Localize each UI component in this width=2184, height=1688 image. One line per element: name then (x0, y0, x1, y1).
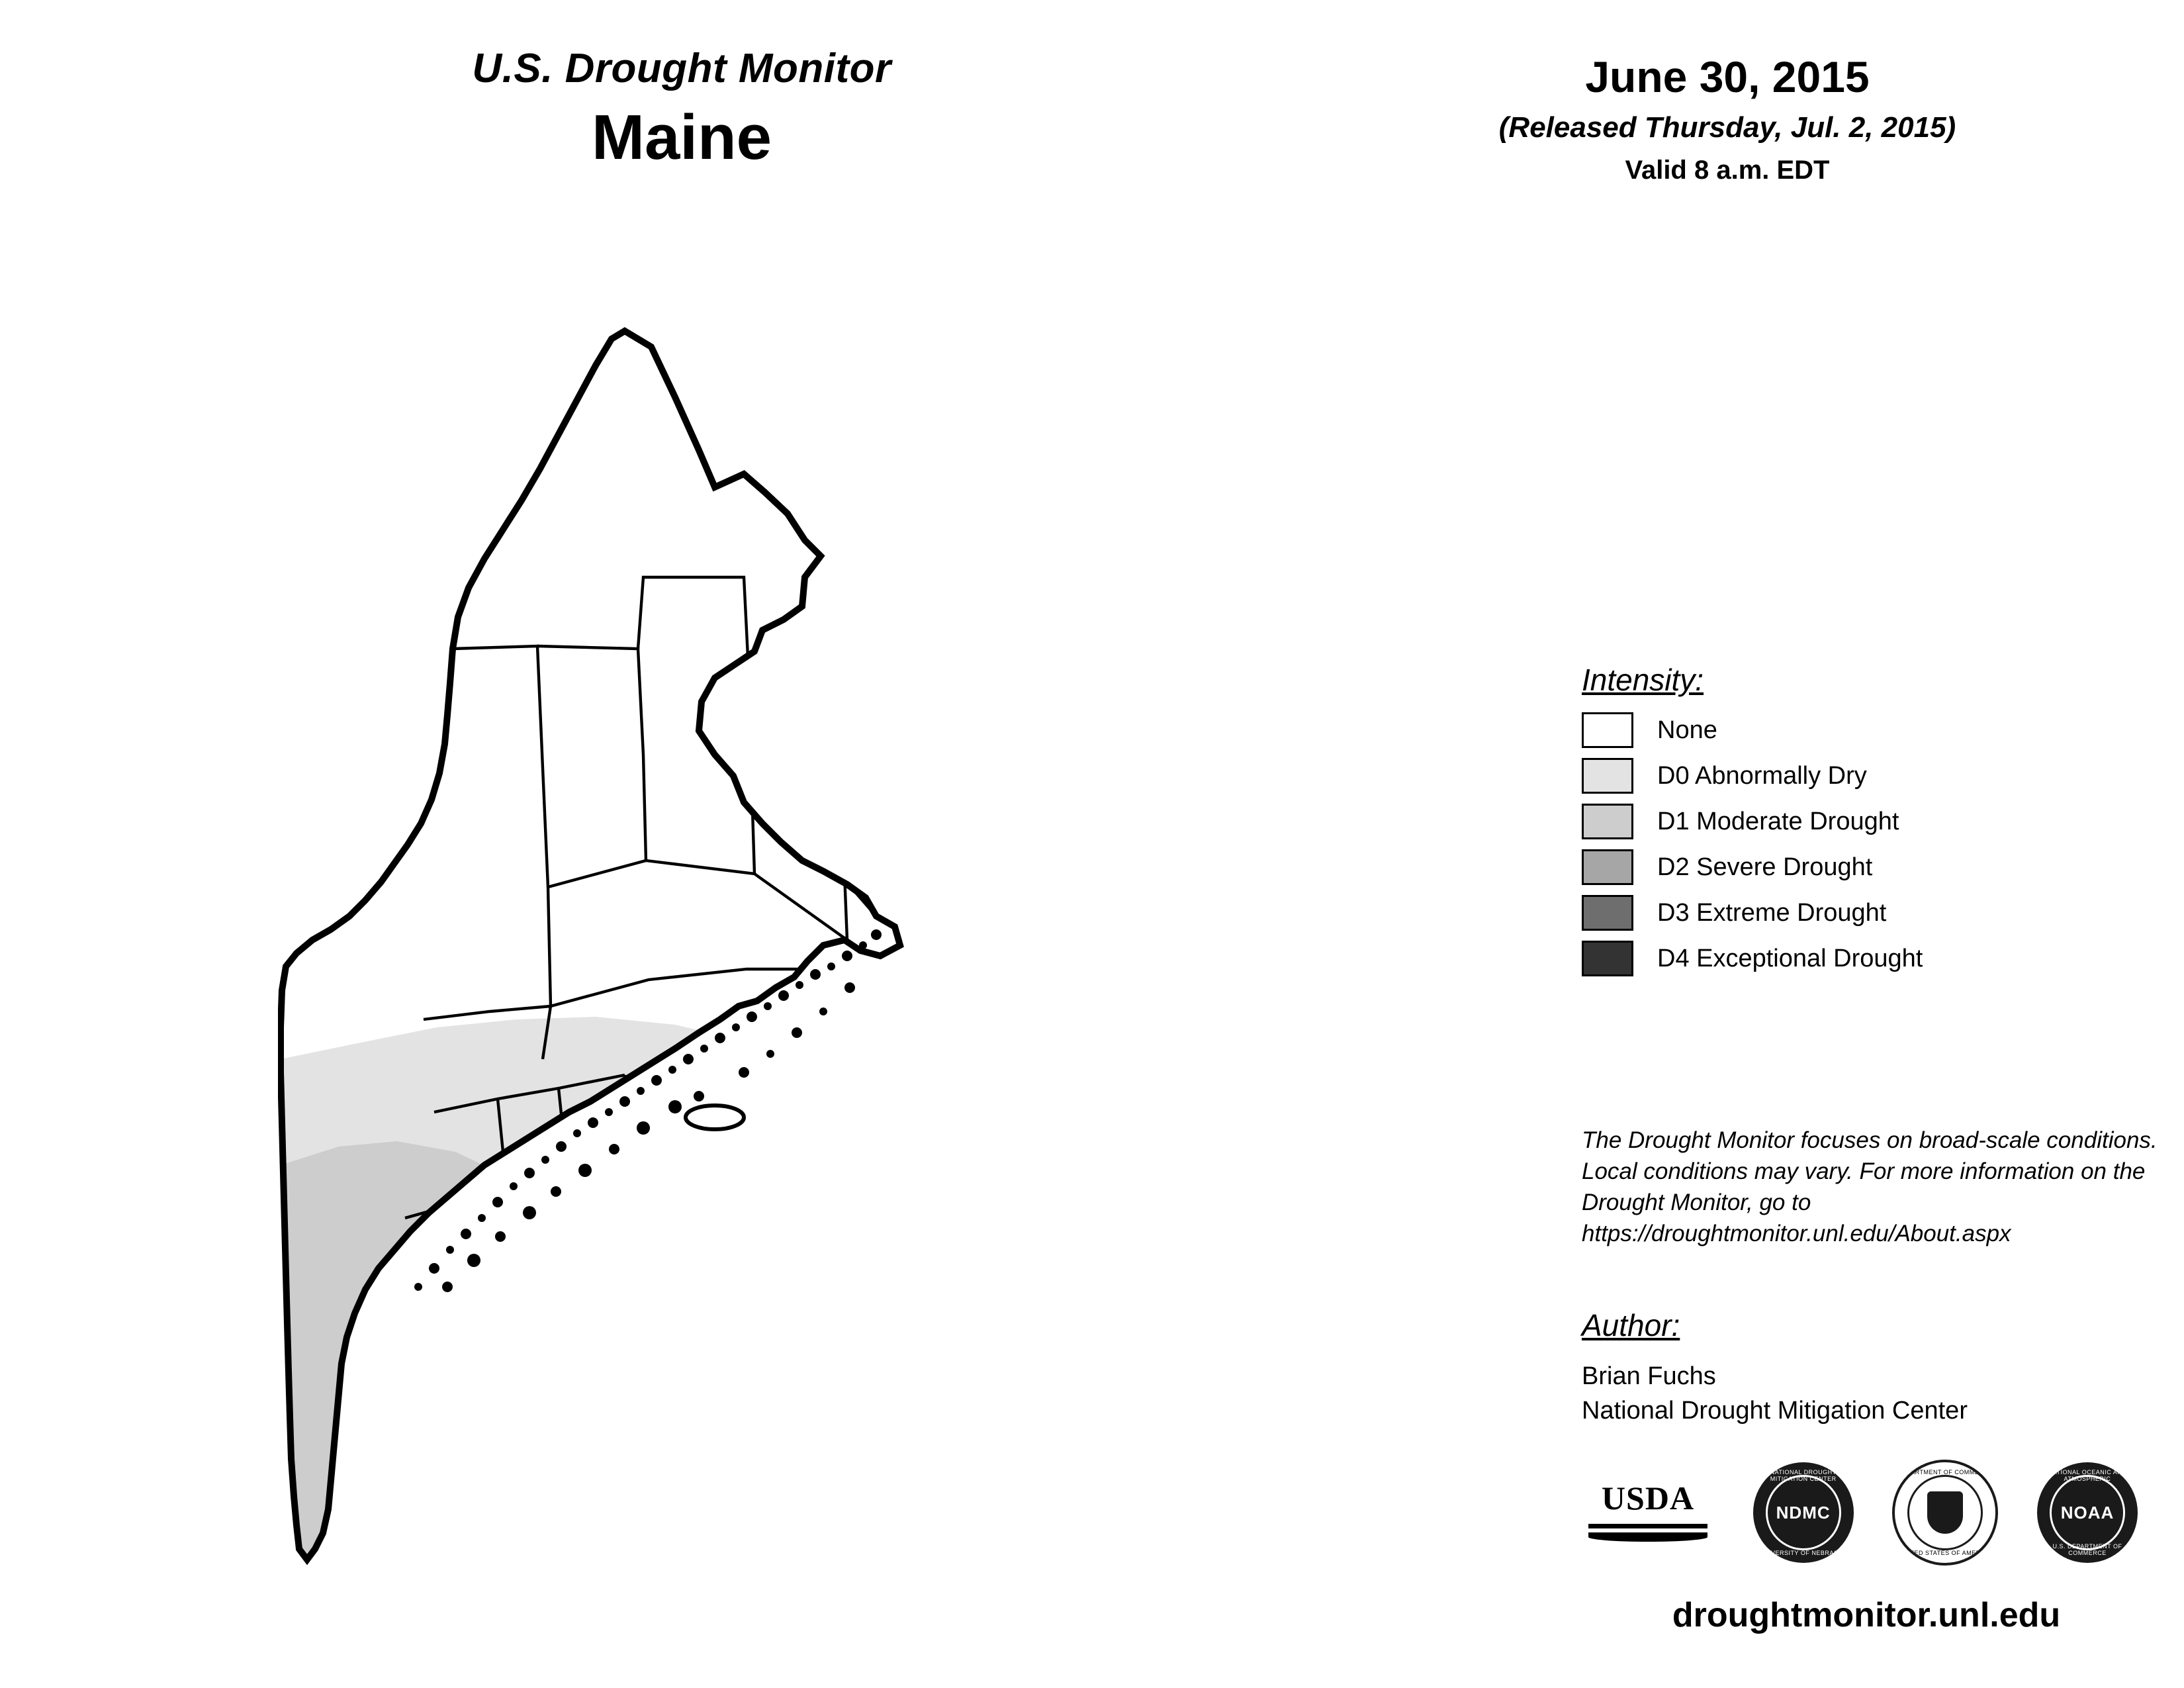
valid-date: June 30, 2015 (1585, 52, 1870, 101)
page-title: U.S. Drought Monitor (472, 46, 891, 91)
noaa-logo (2037, 1462, 2138, 1563)
title-block (285, 46, 1079, 175)
legend-label-d4: D4 Exceptional Drought (1657, 944, 1923, 972)
release-date: (Released Thursday, Jul. 2, 2015) (1498, 111, 1956, 144)
doc-seal-inner (1907, 1475, 1983, 1550)
doc-seal-logo (1892, 1460, 1998, 1566)
legend-swatch-d3 (1582, 895, 1633, 931)
ndmc-ring-top-text: NATIONAL DROUGHT MITIGATION CENTER (1770, 1469, 1837, 1482)
legend-swatch-d4 (1582, 941, 1633, 976)
ndmc-ring-bottom-text: UNIVERSITY OF NEBRASKA (1759, 1550, 1847, 1556)
legend-item-d3 (1582, 895, 2085, 931)
noaa-ring-top-text: NATIONAL OCEANIC AND ATMOSPHERIC (2048, 1469, 2127, 1482)
ndmc-logo (1753, 1462, 1854, 1563)
legend-item-d1 (1582, 804, 2085, 839)
legend-swatch-d2 (1582, 849, 1633, 885)
author-heading: Author: (1582, 1308, 1680, 1342)
legend-item-d0 (1582, 758, 2085, 794)
maine-map-svg (278, 318, 1271, 1609)
ndmc-logo-text: NDMC (1776, 1503, 1831, 1523)
date-block (1370, 53, 2085, 186)
author-block (1582, 1307, 2177, 1429)
site-url[interactable]: droughtmonitor.unl.edu (1672, 1596, 2061, 1634)
drought-map (278, 318, 1271, 1609)
legend-swatch-d1 (1582, 804, 1633, 839)
doc-ring-top-text: DEPARTMENT OF COMMERCE (1897, 1469, 1993, 1476)
legend-item-d4 (1582, 941, 2085, 976)
noaa-logo-text: NOAA (2060, 1503, 2115, 1523)
legend-item-none (1582, 712, 2085, 748)
author-name: Brian Fuchs (1582, 1362, 1716, 1390)
valid-time: Valid 8 a.m. EDT (1625, 156, 1830, 185)
legend (1582, 662, 2085, 986)
author-organization: National Drought Mitigation Center (1582, 1397, 1968, 1425)
doc-ring-bottom-text: UNITED STATES OF AMERICA (1899, 1550, 1992, 1556)
legend-title: Intensity: (1582, 663, 1704, 697)
state-name: Maine (591, 102, 772, 173)
noaa-ring-bottom-text: U.S. DEPARTMENT OF COMMERCE (2052, 1543, 2122, 1556)
legend-label-none: None (1657, 716, 1717, 744)
legend-label-d1: D1 Moderate Drought (1657, 807, 1899, 835)
usda-logo-text: USDA (1601, 1479, 1695, 1517)
usda-swoosh-icon (1582, 1521, 1714, 1544)
map-background (278, 318, 1271, 1609)
ndmc-seal-inner (1766, 1475, 1841, 1550)
usda-logo (1582, 1481, 1714, 1544)
legend-item-d2 (1582, 849, 2085, 885)
legend-label-d0: D0 Abnormally Dry (1657, 761, 1867, 790)
noaa-seal-inner (2050, 1475, 2125, 1550)
legend-label-d3: D3 Extreme Drought (1657, 898, 1887, 927)
shield-icon (1927, 1491, 1963, 1534)
legend-label-d2: D2 Severe Drought (1657, 853, 1873, 881)
disclaimer-text: The Drought Monitor focuses on broad-scale conditions. Local conditions may vary. For more information on the Drought Monitor, go to https://droughtmonitor.unl.edu/About.aspx (1582, 1127, 2158, 1246)
logo-strip (1582, 1450, 2138, 1575)
legend-swatch-none (1582, 712, 1633, 748)
legend-swatch-d0 (1582, 758, 1633, 794)
